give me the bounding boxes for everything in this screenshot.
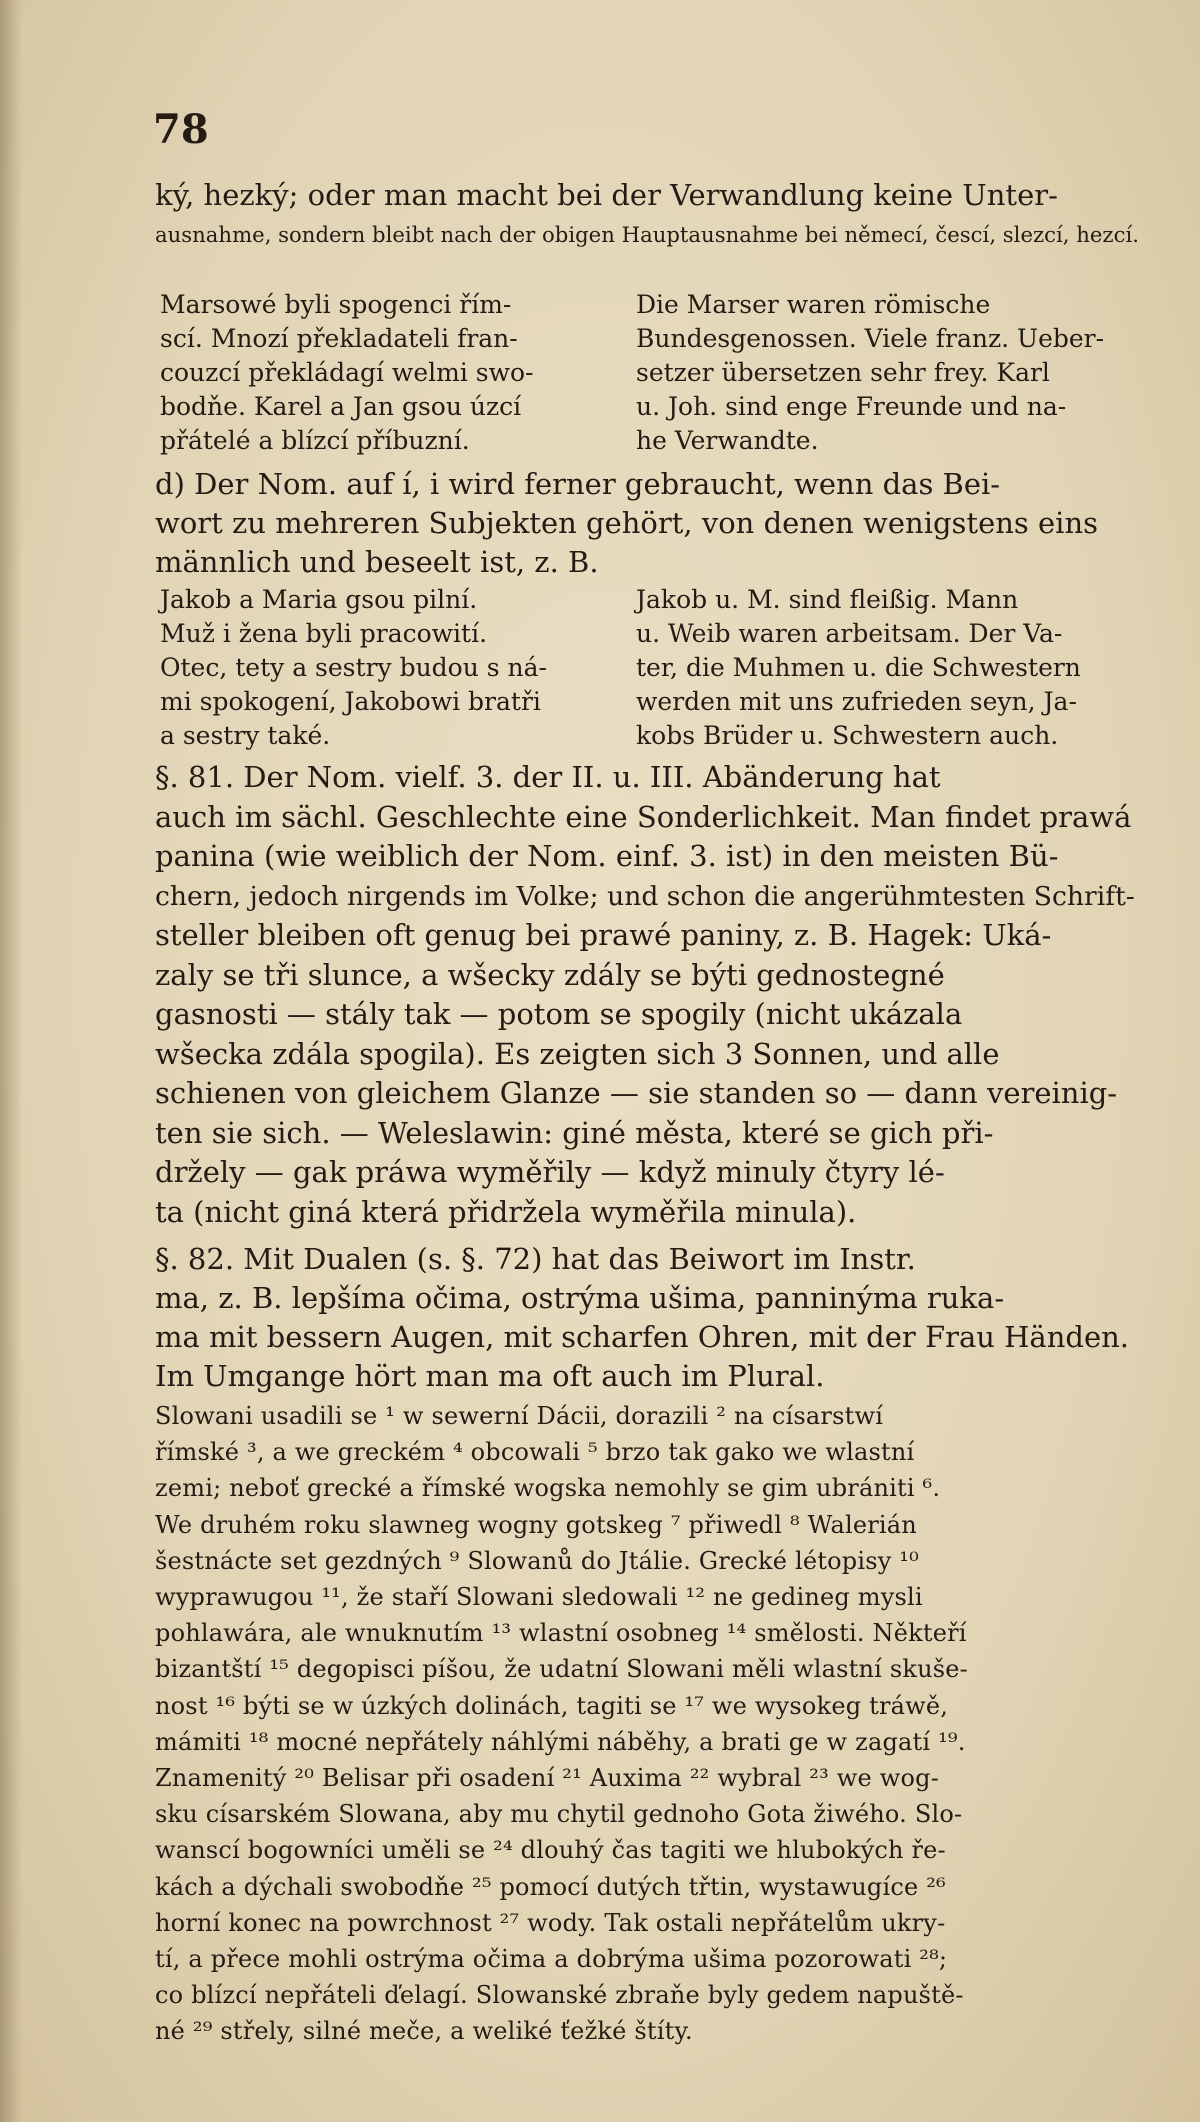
text-line: ta (nicht giná která přidržela wyměřila minula). (155, 1194, 857, 1229)
text-line: a sestry také. (160, 721, 331, 750)
text-line: zemi; neboť grecké a římské wogska nemohly se gim ubrániti ⁶. (155, 1474, 941, 1503)
text-line: nost ¹⁶ býti se w úzkých dolinách, tagiti se ¹⁷ we wysokeg tráwě, (155, 1691, 949, 1720)
text-line: couzcí překládagí welmi swo- (160, 358, 534, 387)
text-line: wort zu mehreren Subjekten gehört, von denen wenigstens eins (155, 506, 1099, 540)
text-line: zaly se tři slunce, a wšecky zdály se býti gednostegné (155, 957, 945, 992)
czech-example-column (160, 288, 610, 458)
text-line: ter, die Muhmen u. die Schwestern (636, 653, 1081, 682)
text-line: přátelé a blízcí příbuzní. (160, 426, 470, 455)
text-line: né ²⁹ střely, silné meče, a weliké ťežké štíty. (155, 2017, 693, 2046)
text-line: bizantští ¹⁵ degopisci píšou, že udatní Slowani měli wlastní skuše- (155, 1655, 968, 1684)
section-81-paragraph (155, 758, 1140, 1232)
text-line: Muž i žena byli pracowití. (160, 619, 488, 648)
intro-paragraph (155, 176, 1140, 254)
text-line: he Verwandte. (636, 426, 819, 455)
text-line: u. Weib waren arbeitsam. Der Va- (636, 619, 1063, 648)
reading-passage (155, 1398, 1140, 2050)
text-line: §. 81. Der Nom. vielf. 3. der II. u. III. Abänderung hat (155, 760, 941, 794)
text-line: tí, a přece mohli ostrýma očima a dobrýma ušima pozorowati ²⁸; (155, 1945, 948, 1974)
text-line: držely — gak práwa wyměřily — když minuly čtyry lé- (155, 1155, 945, 1189)
example-pair-2 (160, 583, 1145, 783)
text-line: u. Joh. sind enge Freunde und na- (636, 392, 1067, 421)
text-line: kách a dýchali swobodňe ²⁵ pomocí dutých třtin, wystawugíce ²⁶ (155, 1872, 946, 1901)
text-line: werden mit uns zufrieden seyn, Ja- (636, 687, 1077, 716)
rule-d-paragraph (155, 465, 1140, 582)
text-line: We druhém roku slawneg wogny gotskeg ⁷ přiwedl ⁸ Walerián (155, 1510, 917, 1539)
text-line: Im Umgange hört man ma oft auch im Plural. (155, 1359, 825, 1393)
text-line: auch im sächl. Geschlechte eine Sonderlichkeit. Man findet prawá (155, 799, 1132, 834)
text-line: ten sie sich. — Weleslawin: giné města, které se gich při- (155, 1115, 994, 1150)
text-line: ma, z. B. lepšíma očima, ostrýma ušima, panninýma ruka- (155, 1281, 1005, 1315)
text-line: bodňe. Karel a Jan gsou úzcí (160, 392, 522, 421)
text-line: Marsowé byli spogenci řím- (160, 290, 512, 319)
text-line: ký, hezký; oder man macht bei der Verwandlung keine Unter- (155, 178, 1058, 212)
text-line: schienen von gleichem Glanze — sie standen so — dann vereinig- (155, 1076, 1118, 1110)
text-line: co blízcí nepřáteli ďelagí. Slowanské zbraňe byly gedem napuště- (155, 1981, 964, 2010)
page-number: 78 (153, 106, 209, 153)
czech-example-column (160, 583, 610, 753)
text-line: wanscí bogowníci uměli se ²⁴ dlouhý čas tagiti we hlubokých ře- (155, 1836, 946, 1865)
text-line: d) Der Nom. auf í, i wird ferner gebraucht, wenn das Bei- (155, 467, 1001, 501)
text-line: sku císarském Slowana, aby mu chytil gednoho Gota žiwého. Slo- (155, 1800, 963, 1829)
text-line: pohlawára, ale wnuknutím ¹³ wlastní osobneg ¹⁴ smělosti. Někteří (155, 1619, 967, 1648)
text-line: horní konec na powrchnost ²⁷ wody. Tak ostali nepřátelům ukry- (155, 1908, 946, 1937)
text-line: ausnahme, sondern bleibt nach der obigen Hauptausnahme bei němecí, čescí, slezcí, hezcí. (155, 222, 1139, 247)
text-line: wyprawugou ¹¹, že staří Slowani sledowali ¹² ne gedineg mysli (155, 1583, 923, 1612)
text-line: setzer übersetzen sehr frey. Karl (636, 358, 1050, 387)
text-line: Slowani usadili se ¹ w sewerní Dácii, dorazili ² na císarstwí (155, 1402, 884, 1430)
text-line: římské ³, a we greckém ⁴ obcowali ⁵ brzo tak gako we wlastní (155, 1438, 915, 1467)
text-line: panina (wie weiblich der Nom. einf. 3. ist) in den meisten Bü- (155, 839, 1059, 873)
text-line: wšecka zdála spogila). Es zeigten sich 3 Sonnen, und alle (155, 1036, 1000, 1071)
example-pair-1 (160, 288, 1145, 488)
text-line: männlich und beseelt ist, z. B. (155, 545, 599, 579)
text-line: ma mit bessern Augen, mit scharfen Ohren, mit der Frau Händen. (155, 1320, 1130, 1354)
text-line: scí. Mnozí překladateli fran- (160, 324, 518, 353)
text-line: kobs Brüder u. Schwestern auch. (636, 721, 1059, 750)
german-translation-column (636, 583, 1141, 753)
section-82-paragraph (155, 1240, 1140, 1396)
text-line: Bundesgenossen. Viele franz. Ueber- (636, 324, 1105, 353)
text-line: šestnácte set gezdných ⁹ Slowanů do Jtálie. Grecké létopisy ¹⁰ (155, 1546, 919, 1575)
text-line: gasnosti — stály tak — potom se spogily (nicht ukázala (155, 997, 963, 1031)
text-line: §. 82. Mit Dualen (s. §. 72) hat das Beiwort im Instr. (155, 1242, 916, 1276)
text-line: mámiti ¹⁸ mocné nepřátely náhlými náběhy, a brati ge w zagatí ¹⁹. (155, 1727, 966, 1756)
text-line: mi spokogení, Jakobowi bratři (160, 687, 541, 716)
text-line: steller bleiben oft genug bei prawé paniny, z. B. Hagek: Uká- (155, 918, 1052, 952)
text-line: Die Marser waren römische (636, 290, 991, 319)
german-translation-column (636, 288, 1141, 458)
text-line: chern, jedoch nirgends im Volke; und schon die angerühmtesten Schrift- (155, 880, 1135, 912)
page-gutter-shadow (0, 0, 22, 2122)
text-line: Znamenitý ²⁰ Belisar při osadení ²¹ Auxima ²² wybral ²³ we wog- (155, 1764, 939, 1793)
text-line: Otec, tety a sestry budou s ná- (160, 653, 547, 682)
text-line: Jakob a Maria gsou pilní. (160, 585, 478, 614)
text-line: Jakob u. M. sind fleißig. Mann (636, 585, 1019, 614)
